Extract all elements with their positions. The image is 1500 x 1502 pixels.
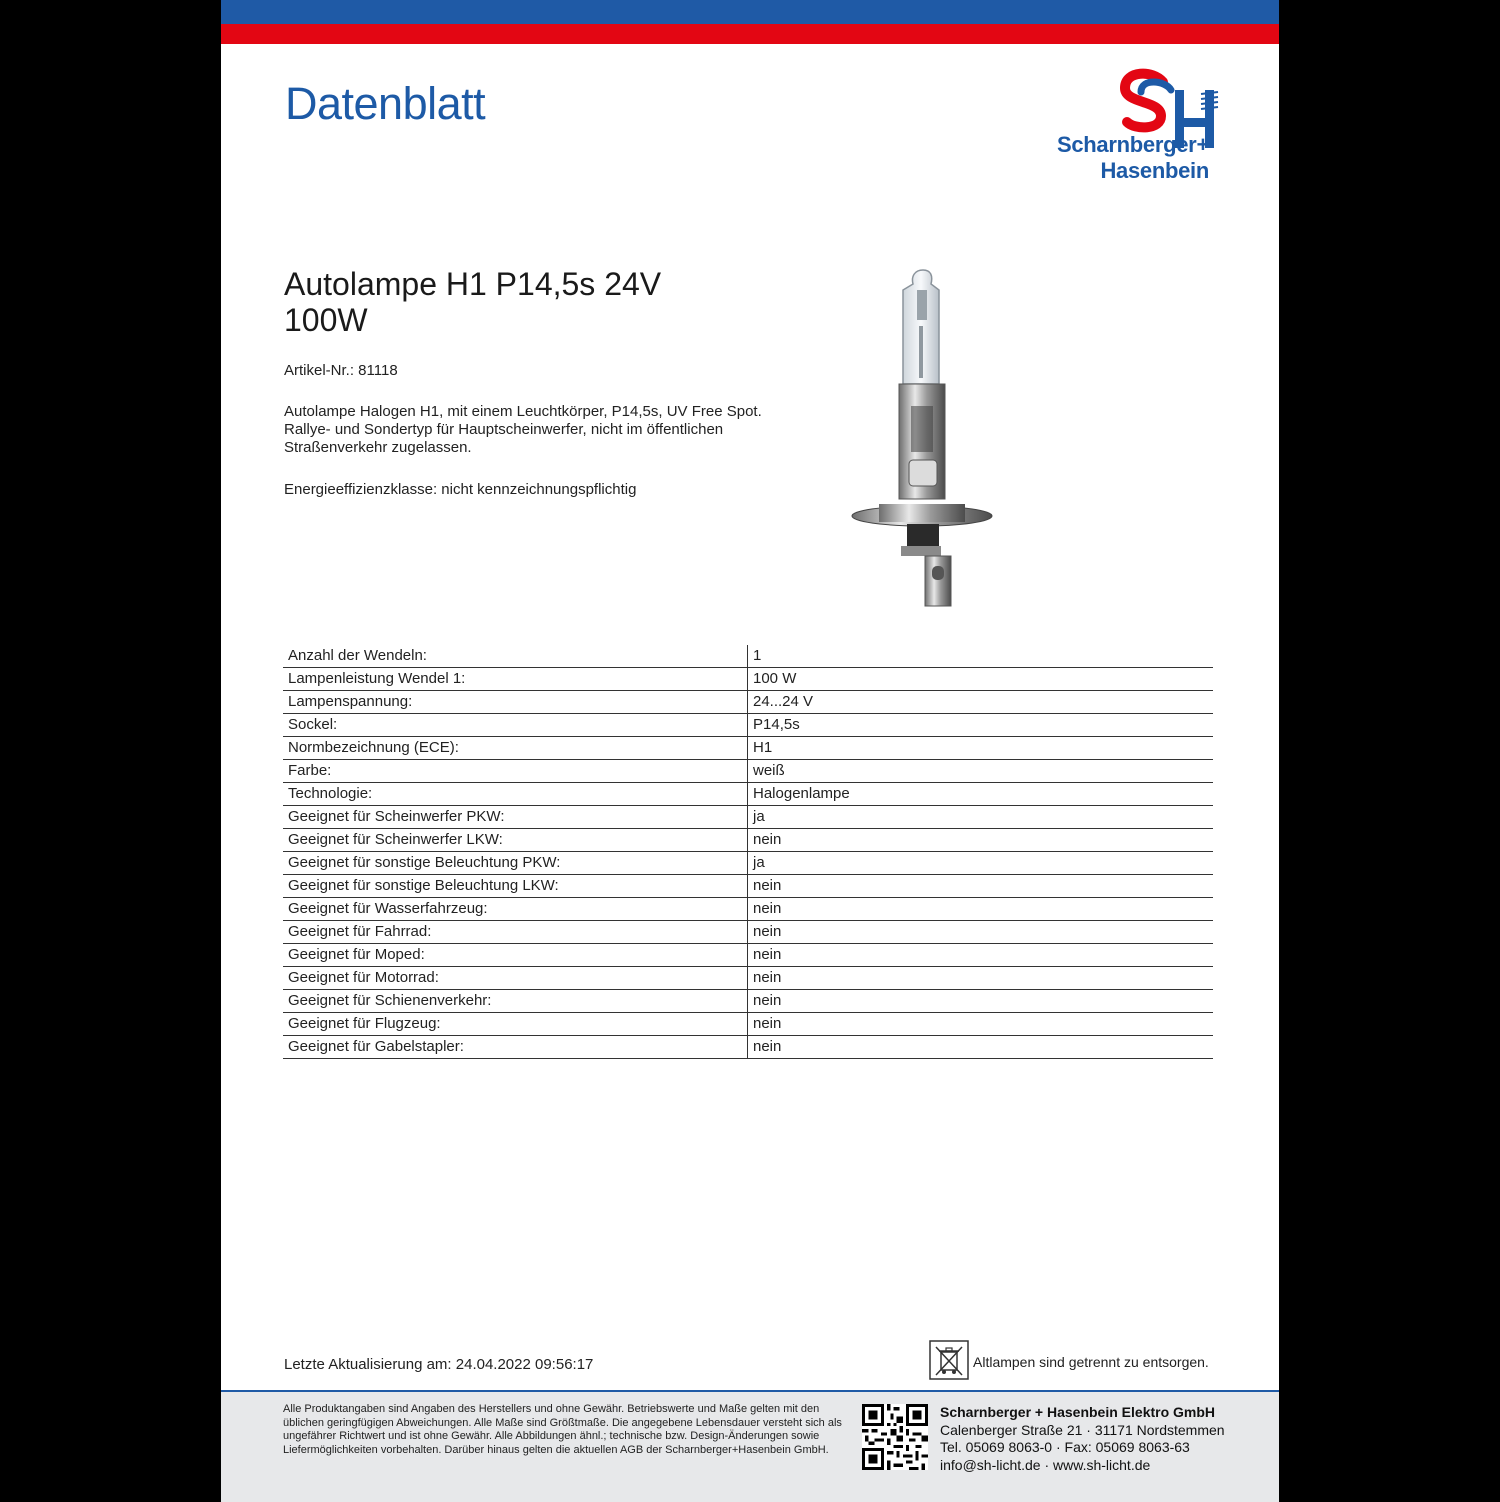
spec-table [283, 645, 1213, 1059]
spec-value: nein [748, 829, 1214, 852]
spec-value: nein [748, 944, 1214, 967]
spec-value: nein [748, 921, 1214, 944]
page-title: Datenblatt [285, 78, 486, 129]
spec-label: Geeignet für Schienenverkehr: [283, 990, 748, 1013]
spec-value: nein [748, 875, 1214, 898]
spec-value: weiß [748, 760, 1214, 783]
spec-row [283, 967, 1213, 990]
logo-text-line2: Hasenbein [1100, 158, 1209, 183]
spec-label: Anzahl der Wendeln: [283, 645, 748, 668]
spec-row [283, 760, 1213, 783]
spec-label: Geeignet für Moped: [283, 944, 748, 967]
spec-row [283, 645, 1213, 668]
spec-value: nein [748, 1013, 1214, 1036]
qr-code-icon [862, 1404, 928, 1470]
spec-value: H1 [748, 737, 1214, 760]
spec-label: Geeignet für Flugzeug: [283, 1013, 748, 1036]
header-stripe-red [221, 24, 1279, 44]
spec-value: P14,5s [748, 714, 1214, 737]
spec-row [283, 944, 1213, 967]
spec-label: Sockel: [283, 714, 748, 737]
company-address: Calenberger Straße 21 · 31171 Nordstemmen [940, 1421, 1225, 1438]
company-logo [981, 68, 1221, 188]
last-update: Letzte Aktualisierung am: 24.04.2022 09:56:17 [284, 1356, 594, 1373]
footer [221, 1390, 1279, 1502]
spec-label: Geeignet für Scheinwerfer PKW: [283, 806, 748, 829]
spec-label: Geeignet für sonstige Beleuchtung LKW: [283, 875, 748, 898]
energy-class: Energieeffizienzklasse: nicht kennzeichnungspflichtig [284, 481, 637, 498]
article-number: Artikel-Nr.: 81118 [284, 362, 398, 379]
spec-value: ja [748, 806, 1214, 829]
logo-text-line1: Scharnberger+ [1056, 132, 1209, 157]
spec-label: Geeignet für Wasserfahrzeug: [283, 898, 748, 921]
datasheet-page [221, 0, 1279, 1500]
spec-label: Geeignet für Motorrad: [283, 967, 748, 990]
spec-label: Technologie: [283, 783, 748, 806]
spec-value: nein [748, 898, 1214, 921]
spec-row [283, 852, 1213, 875]
spec-value: 100 W [748, 668, 1214, 691]
spec-row [283, 783, 1213, 806]
spec-row [283, 737, 1213, 760]
company-web: info@sh-licht.de · www.sh-licht.de [940, 1456, 1151, 1473]
spec-value: nein [748, 967, 1214, 990]
company-phone: Tel. 05069 8063-0 · Fax: 05069 8063-63 [940, 1439, 1190, 1455]
footer-disclaimer: Alle Produktangaben sind Angaben des Herstellers und ohne Gewähr. Betriebswerte und Maße gelten mit den üblichen geringfügigen Abweichungen. Alle Maße sind Größtmaße. Die angegebene Lebensdauer versteht sich als ungefährer Richtwert und ist ohne Gewähr. Alle Abbildungen ähnl.; technische bzw. Design-Änderungen sowie Liefermöglichkeiten vorbehalten. Darüber hinaus gelten die aktuellen AGB der Scharnberger+Hasenbein GmbH. [283, 1403, 842, 1456]
spec-row [283, 829, 1213, 852]
spec-row [283, 806, 1213, 829]
spec-row [283, 921, 1213, 944]
spec-label: Geeignet für Gabelstapler: [283, 1036, 748, 1059]
spec-label: Lampenleistung Wendel 1: [283, 668, 748, 691]
spec-value: ja [748, 852, 1214, 875]
product-description: Autolampe Halogen H1, mit einem Leuchtkörper, P14,5s, UV Free Spot. Rallye- und Sondertyp für Hauptscheinwerfer, nicht im öffentlichen Straßenverkehr zugelassen. [284, 403, 762, 456]
company-contact [940, 1404, 1225, 1474]
spec-label: Geeignet für sonstige Beleuchtung PKW: [283, 852, 748, 875]
spec-value: nein [748, 990, 1214, 1013]
spec-value: Halogenlampe [748, 783, 1214, 806]
spec-label: Normbezeichnung (ECE): [283, 737, 748, 760]
spec-label: Farbe: [283, 760, 748, 783]
company-name: Scharnberger + Hasenbein Elektro GmbH [940, 1404, 1216, 1420]
header-stripe-blue [221, 0, 1279, 24]
spec-label: Geeignet für Scheinwerfer LKW: [283, 829, 748, 852]
spec-row [283, 668, 1213, 691]
halogen-bulb-image [841, 266, 1001, 614]
spec-row [283, 898, 1213, 921]
disposal-note: Altlampen sind getrennt zu entsorgen. [973, 1354, 1209, 1370]
spec-label: Geeignet für Fahrrad: [283, 921, 748, 944]
crossed-out-bin-icon [929, 1340, 969, 1380]
spec-row [283, 875, 1213, 898]
spec-value: 24...24 V [748, 691, 1214, 714]
product-name: Autolampe H1 P14,5s 24V 100W [284, 266, 662, 338]
spec-value: 1 [748, 645, 1214, 668]
spec-row [283, 1013, 1213, 1036]
spec-label: Lampenspannung: [283, 691, 748, 714]
spec-row [283, 990, 1213, 1013]
spec-value: nein [748, 1036, 1214, 1059]
spec-row [283, 691, 1213, 714]
spec-row [283, 1036, 1213, 1059]
spec-row [283, 714, 1213, 737]
